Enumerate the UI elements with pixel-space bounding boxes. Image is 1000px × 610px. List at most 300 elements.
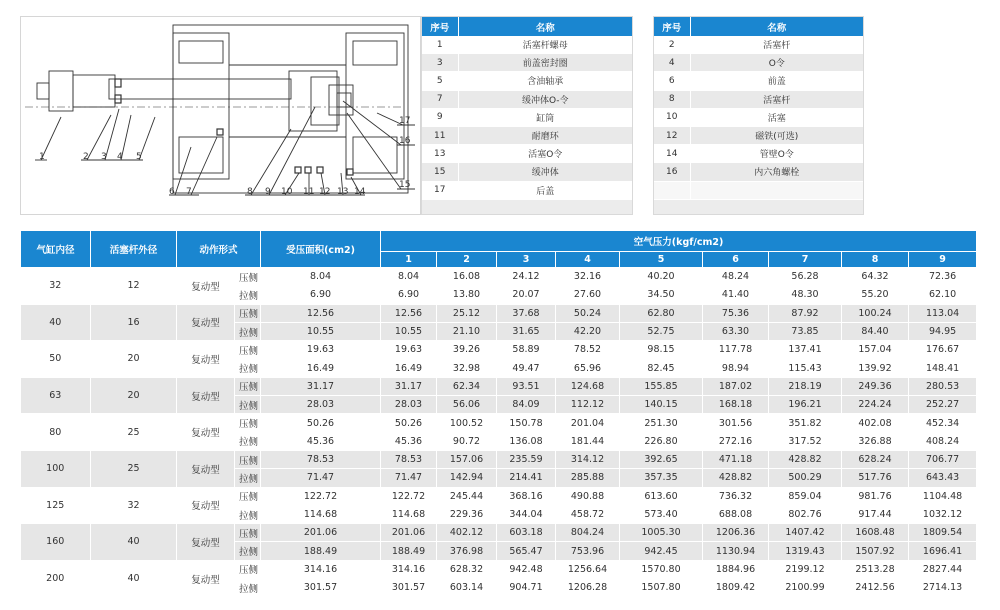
action-cell: 复动型 [177, 377, 235, 414]
force-cell: 150.78 [497, 414, 556, 432]
part-name: 前盖 [690, 72, 863, 90]
parts-row [422, 145, 632, 163]
side-label: 拉侧 [235, 505, 261, 523]
force-cell: 31.65 [497, 322, 556, 340]
force-cell: 72.36 [909, 268, 977, 286]
area-cell: 301.57 [261, 579, 381, 597]
side-label: 压侧 [235, 450, 261, 468]
force-cell: 40.20 [620, 268, 703, 286]
force-cell: 245.44 [437, 487, 497, 505]
force-cell: 90.72 [437, 432, 497, 450]
part-name [690, 181, 863, 199]
side-label: 压侧 [235, 377, 261, 395]
part-number: 7 [422, 90, 458, 108]
area-cell: 12.56 [261, 304, 381, 322]
callout-6: 6 [169, 187, 175, 197]
force-cell: 1696.41 [909, 542, 977, 560]
parts-row [654, 145, 863, 163]
force-cell: 904.71 [497, 579, 556, 597]
force-cell: 1256.64 [556, 560, 620, 578]
header-pressure-1: 1 [381, 252, 437, 268]
rod-cell: 25 [91, 414, 177, 451]
force-cell: 251.30 [620, 414, 703, 432]
force-cell: 643.43 [909, 469, 977, 487]
rod-cell: 20 [91, 341, 177, 378]
force-cell: 471.18 [703, 450, 769, 468]
parts-row [654, 126, 863, 144]
table-row [21, 524, 977, 542]
part-number: 10 [654, 108, 690, 126]
force-cell: 628.24 [842, 450, 909, 468]
force-cell: 65.96 [556, 359, 620, 377]
force-cell: 115.43 [769, 359, 842, 377]
area-cell: 122.72 [261, 487, 381, 505]
force-cell: 1005.30 [620, 524, 703, 542]
force-cell: 39.26 [437, 341, 497, 359]
rod-cell: 40 [91, 560, 177, 597]
force-cell: 50.26 [381, 414, 437, 432]
force-cell: 63.30 [703, 322, 769, 340]
callout-7: 7 [186, 187, 192, 197]
callout-8: 8 [247, 187, 253, 197]
part-name: 活塞O令 [458, 145, 632, 163]
part-name: 缓冲体O-令 [458, 90, 632, 108]
table-row [21, 450, 977, 468]
force-cell: 100.24 [842, 304, 909, 322]
header-pressure-4: 4 [556, 252, 620, 268]
side-label: 拉侧 [235, 322, 261, 340]
force-cell: 34.50 [620, 286, 703, 304]
force-cell: 21.10 [437, 322, 497, 340]
force-cell: 688.08 [703, 505, 769, 523]
parts-row [422, 90, 632, 108]
part-number: 5 [422, 72, 458, 90]
force-cell: 32.98 [437, 359, 497, 377]
part-number: 1 [422, 36, 458, 54]
parts-row [422, 36, 632, 54]
area-cell: 45.36 [261, 432, 381, 450]
part-number: 6 [654, 72, 690, 90]
force-cell: 249.36 [842, 377, 909, 395]
header-air-pressure: 空气压力(kgf/cm2) [381, 231, 977, 252]
force-cell: 2199.12 [769, 560, 842, 578]
callout-3: 3 [101, 152, 107, 162]
force-cell: 214.41 [497, 469, 556, 487]
force-cell: 224.24 [842, 396, 909, 414]
force-cell: 176.67 [909, 341, 977, 359]
part-number: 12 [654, 126, 690, 144]
side-label: 压侧 [235, 304, 261, 322]
force-cell: 19.63 [381, 341, 437, 359]
force-cell: 1206.28 [556, 579, 620, 597]
callout-12: 12 [319, 187, 331, 197]
force-cell: 148.41 [909, 359, 977, 377]
callout-14: 14 [354, 187, 366, 197]
area-cell: 6.90 [261, 286, 381, 304]
parts-row [654, 54, 863, 72]
header-pressure-2: 2 [437, 252, 497, 268]
callout-4: 4 [117, 152, 123, 162]
side-label: 压侧 [235, 560, 261, 578]
force-cell: 1206.36 [703, 524, 769, 542]
force-cell: 942.45 [620, 542, 703, 560]
header-pressure-6: 6 [703, 252, 769, 268]
force-cell: 301.56 [703, 414, 769, 432]
force-cell: 326.88 [842, 432, 909, 450]
force-cell: 1809.54 [909, 524, 977, 542]
force-cell: 98.94 [703, 359, 769, 377]
force-cell: 357.35 [620, 469, 703, 487]
force-cell: 84.40 [842, 322, 909, 340]
side-label: 拉侧 [235, 359, 261, 377]
table-row [21, 377, 977, 395]
header-pressure-9: 9 [909, 252, 977, 268]
force-cell: 428.82 [769, 450, 842, 468]
force-cell: 301.57 [381, 579, 437, 597]
parts-row [654, 108, 863, 126]
force-cell: 368.16 [497, 487, 556, 505]
force-cell: 603.14 [437, 579, 497, 597]
parts-row [654, 72, 863, 90]
side-label: 压侧 [235, 268, 261, 286]
side-label: 拉侧 [235, 579, 261, 597]
parts-row [654, 163, 863, 181]
parts-row [422, 108, 632, 126]
force-cell: 155.85 [620, 377, 703, 395]
force-cell: 55.20 [842, 286, 909, 304]
area-cell: 71.47 [261, 469, 381, 487]
area-cell: 10.55 [261, 322, 381, 340]
action-cell: 复动型 [177, 304, 235, 341]
area-cell: 188.49 [261, 542, 381, 560]
part-number [654, 181, 690, 199]
force-cell: 157.04 [842, 341, 909, 359]
force-cell: 314.12 [556, 450, 620, 468]
force-cell: 280.53 [909, 377, 977, 395]
area-cell: 28.03 [261, 396, 381, 414]
force-cell: 573.40 [620, 505, 703, 523]
force-cell: 500.29 [769, 469, 842, 487]
force-cell: 31.17 [381, 377, 437, 395]
callout-16: 16 [399, 136, 411, 146]
parts-row [654, 90, 863, 108]
part-number: 16 [654, 163, 690, 181]
rod-cell: 16 [91, 304, 177, 341]
force-cell: 75.36 [703, 304, 769, 322]
force-cell: 1407.42 [769, 524, 842, 542]
force-cell: 10.55 [381, 322, 437, 340]
force-cell: 78.52 [556, 341, 620, 359]
force-cell: 12.56 [381, 304, 437, 322]
force-cell: 344.04 [497, 505, 556, 523]
part-number: 11 [422, 126, 458, 144]
part-name: 活塞杆 [690, 90, 863, 108]
force-cell: 235.59 [497, 450, 556, 468]
part-number: 17 [422, 181, 458, 199]
force-cell: 117.78 [703, 341, 769, 359]
force-cell: 142.94 [437, 469, 497, 487]
force-cell: 802.76 [769, 505, 842, 523]
force-cell: 1507.80 [620, 579, 703, 597]
force-cell: 351.82 [769, 414, 842, 432]
action-cell: 复动型 [177, 414, 235, 451]
parts-list-right [653, 16, 864, 215]
force-cell: 201.06 [381, 524, 437, 542]
callout-9: 9 [265, 187, 271, 197]
force-cell: 917.44 [842, 505, 909, 523]
force-cell: 139.92 [842, 359, 909, 377]
bore-cell: 50 [21, 341, 91, 378]
action-cell: 复动型 [177, 524, 235, 561]
bore-cell: 160 [21, 524, 91, 561]
force-cell: 27.60 [556, 286, 620, 304]
force-cell: 78.53 [381, 450, 437, 468]
force-cell: 58.89 [497, 341, 556, 359]
force-cell: 196.21 [769, 396, 842, 414]
force-cell: 753.96 [556, 542, 620, 560]
parts-header-name: 名称 [690, 17, 863, 36]
side-label: 压侧 [235, 487, 261, 505]
area-cell: 31.17 [261, 377, 381, 395]
force-cell: 392.65 [620, 450, 703, 468]
part-number: 2 [654, 36, 690, 54]
force-cell: 408.24 [909, 432, 977, 450]
force-cell: 2827.44 [909, 560, 977, 578]
part-name: 内六角螺栓 [690, 163, 863, 181]
header-bore: 气缸内径 [21, 231, 91, 268]
area-cell: 78.53 [261, 450, 381, 468]
force-cell: 16.49 [381, 359, 437, 377]
part-name: O令 [690, 54, 863, 72]
force-cell: 452.34 [909, 414, 977, 432]
force-cell: 82.45 [620, 359, 703, 377]
bore-cell: 80 [21, 414, 91, 451]
force-cell: 6.90 [381, 286, 437, 304]
part-number: 15 [422, 163, 458, 181]
force-cell: 603.18 [497, 524, 556, 542]
force-cell: 45.36 [381, 432, 437, 450]
part-name: 活塞 [690, 108, 863, 126]
header-area: 受压面积(cm2) [261, 231, 381, 268]
table-row [21, 268, 977, 286]
force-cell: 428.82 [703, 469, 769, 487]
table-row [21, 341, 977, 359]
parts-row [422, 126, 632, 144]
parts-list-left [421, 16, 633, 215]
force-cell: 2100.99 [769, 579, 842, 597]
bore-cell: 32 [21, 268, 91, 305]
force-cell: 1130.94 [703, 542, 769, 560]
force-cell: 48.24 [703, 268, 769, 286]
force-cell: 100.52 [437, 414, 497, 432]
force-cell: 25.12 [437, 304, 497, 322]
header-pressure-8: 8 [842, 252, 909, 268]
force-cell: 24.12 [497, 268, 556, 286]
parts-header-no: 序号 [422, 17, 458, 36]
cylinder-force-table [20, 230, 977, 597]
header-pressure-7: 7 [769, 252, 842, 268]
force-cell: 41.40 [703, 286, 769, 304]
rod-cell: 40 [91, 524, 177, 561]
table-row [21, 560, 977, 578]
force-cell: 187.02 [703, 377, 769, 395]
callout-17: 17 [399, 116, 411, 126]
force-cell: 122.72 [381, 487, 437, 505]
action-cell: 复动型 [177, 487, 235, 524]
bore-cell: 125 [21, 487, 91, 524]
force-cell: 137.41 [769, 341, 842, 359]
force-cell: 942.48 [497, 560, 556, 578]
force-cell: 1104.48 [909, 487, 977, 505]
side-label: 拉侧 [235, 469, 261, 487]
force-cell: 706.77 [909, 450, 977, 468]
parts-row [422, 54, 632, 72]
force-cell: 124.68 [556, 377, 620, 395]
force-cell: 517.76 [842, 469, 909, 487]
bore-cell: 63 [21, 377, 91, 414]
force-cell: 188.49 [381, 542, 437, 560]
part-name: 耐磨环 [458, 126, 632, 144]
force-cell: 56.28 [769, 268, 842, 286]
force-cell: 2714.13 [909, 579, 977, 597]
header-pressure-5: 5 [620, 252, 703, 268]
parts-header-no: 序号 [654, 17, 690, 36]
callout-2: 2 [83, 152, 89, 162]
force-cell: 804.24 [556, 524, 620, 542]
bore-cell: 40 [21, 304, 91, 341]
force-cell: 52.75 [620, 322, 703, 340]
force-cell: 32.16 [556, 268, 620, 286]
force-cell: 376.98 [437, 542, 497, 560]
part-number: 9 [422, 108, 458, 126]
parts-row [422, 181, 632, 199]
parts-row [422, 72, 632, 90]
bore-cell: 100 [21, 450, 91, 487]
force-cell: 859.04 [769, 487, 842, 505]
callout-13: 13 [337, 187, 349, 197]
force-cell: 490.88 [556, 487, 620, 505]
cylinder-drawing [20, 16, 421, 215]
force-cell: 252.27 [909, 396, 977, 414]
part-name: 管壁O令 [690, 145, 863, 163]
force-cell: 56.06 [437, 396, 497, 414]
force-cell: 16.08 [437, 268, 497, 286]
force-cell: 13.80 [437, 286, 497, 304]
force-cell: 736.32 [703, 487, 769, 505]
action-cell: 复动型 [177, 450, 235, 487]
part-name: 前盖密封圈 [458, 54, 632, 72]
area-cell: 8.04 [261, 268, 381, 286]
force-cell: 113.04 [909, 304, 977, 322]
part-name: 缸筒 [458, 108, 632, 126]
force-cell: 402.12 [437, 524, 497, 542]
header-pressure-3: 3 [497, 252, 556, 268]
force-cell: 1608.48 [842, 524, 909, 542]
force-cell: 94.95 [909, 322, 977, 340]
force-cell: 62.80 [620, 304, 703, 322]
side-label: 拉侧 [235, 542, 261, 560]
force-cell: 62.34 [437, 377, 497, 395]
area-cell: 201.06 [261, 524, 381, 542]
part-name: 含油轴承 [458, 72, 632, 90]
callout-1: 1 [39, 152, 45, 162]
side-label: 拉侧 [235, 396, 261, 414]
force-cell: 62.10 [909, 286, 977, 304]
part-name: 活塞杆螺母 [458, 36, 632, 54]
force-cell: 272.16 [703, 432, 769, 450]
rod-cell: 20 [91, 377, 177, 414]
force-cell: 64.32 [842, 268, 909, 286]
side-label: 压侧 [235, 524, 261, 542]
callout-5: 5 [136, 152, 142, 162]
rod-cell: 32 [91, 487, 177, 524]
part-name: 磁铁(可选) [690, 126, 863, 144]
force-cell: 48.30 [769, 286, 842, 304]
area-cell: 314.16 [261, 560, 381, 578]
action-cell: 复动型 [177, 341, 235, 378]
table-row [21, 487, 977, 505]
parts-row [654, 181, 863, 199]
force-cell: 140.15 [620, 396, 703, 414]
force-cell: 2513.28 [842, 560, 909, 578]
action-cell: 复动型 [177, 268, 235, 305]
side-label: 拉侧 [235, 432, 261, 450]
part-name: 后盖 [458, 181, 632, 199]
force-cell: 226.80 [620, 432, 703, 450]
force-cell: 285.88 [556, 469, 620, 487]
force-cell: 93.51 [497, 377, 556, 395]
force-cell: 98.15 [620, 341, 703, 359]
force-cell: 314.16 [381, 560, 437, 578]
area-cell: 19.63 [261, 341, 381, 359]
force-cell: 402.08 [842, 414, 909, 432]
force-cell: 201.04 [556, 414, 620, 432]
force-cell: 1809.42 [703, 579, 769, 597]
part-number: 4 [654, 54, 690, 72]
force-cell: 981.76 [842, 487, 909, 505]
part-number: 3 [422, 54, 458, 72]
side-label: 压侧 [235, 414, 261, 432]
force-cell: 168.18 [703, 396, 769, 414]
force-cell: 49.47 [497, 359, 556, 377]
side-label: 拉侧 [235, 286, 261, 304]
force-cell: 458.72 [556, 505, 620, 523]
force-cell: 2412.56 [842, 579, 909, 597]
force-cell: 157.06 [437, 450, 497, 468]
force-cell: 73.85 [769, 322, 842, 340]
force-cell: 37.68 [497, 304, 556, 322]
force-cell: 1319.43 [769, 542, 842, 560]
area-cell: 114.68 [261, 505, 381, 523]
part-number: 13 [422, 145, 458, 163]
header-action: 动作形式 [177, 231, 261, 268]
force-cell: 28.03 [381, 396, 437, 414]
force-cell: 1884.96 [703, 560, 769, 578]
area-cell: 16.49 [261, 359, 381, 377]
parts-header-name: 名称 [458, 17, 632, 36]
force-cell: 1507.92 [842, 542, 909, 560]
force-cell: 218.19 [769, 377, 842, 395]
force-cell: 181.44 [556, 432, 620, 450]
force-cell: 8.04 [381, 268, 437, 286]
rod-cell: 12 [91, 268, 177, 305]
force-cell: 317.52 [769, 432, 842, 450]
part-name: 缓冲体 [458, 163, 632, 181]
table-row [21, 304, 977, 322]
force-cell: 628.32 [437, 560, 497, 578]
force-cell: 114.68 [381, 505, 437, 523]
force-cell: 71.47 [381, 469, 437, 487]
